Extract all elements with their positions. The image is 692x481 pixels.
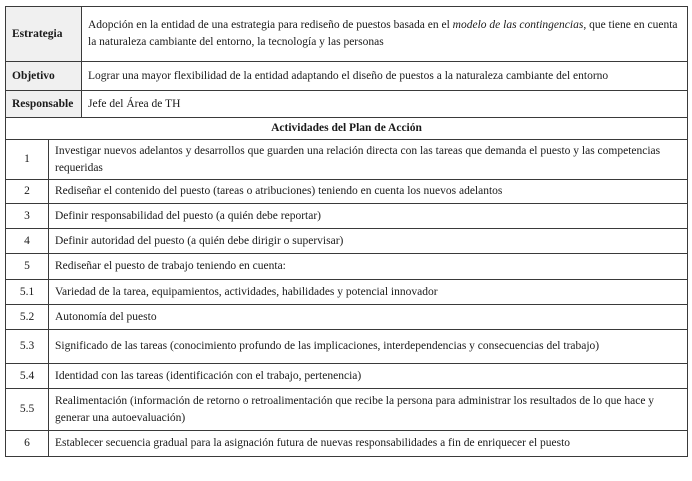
responsible-label: Responsable [6,91,82,118]
activity-text: Identidad con las tareas (identificación con el trabajo, pertenencia) [49,364,688,389]
table-row [6,364,688,389]
activity-number: 5.2 [6,305,49,330]
activities-title: Actividades del Plan de Acción [6,118,688,140]
activity-number: 2 [6,180,49,204]
table-row [6,140,688,180]
table-row [6,229,688,254]
activity-number: 5 [6,254,49,280]
activity-text: Realimentación (información de retorno o retroalimentación que recibe la persona para administrar los resultados de lo que hace y generar una autoevaluación) [49,389,688,431]
table-row [6,305,688,330]
activity-text: Autonomía del puesto [49,305,688,330]
activity-text: Establecer secuencia gradual para la asignación futura de nuevas responsabilidades a fin de enriquecer el puesto [49,431,688,457]
responsible-row [6,91,688,118]
strategy-text-part1: Adopción en la entidad de una estrategia para rediseño de puestos basada en el [88,19,453,31]
activity-text: Rediseñar el contenido del puesto (tareas o atribuciones) teniendo en cuenta los nuevos adelantos [49,180,688,204]
responsible-text: Jefe del Área de TH [82,91,688,118]
strategy-row [6,7,688,62]
activity-number: 5.5 [6,389,49,431]
table-row [6,204,688,229]
activity-text: Definir responsabilidad del puesto (a quién debe reportar) [49,204,688,229]
action-plan-table [5,6,688,457]
activity-text: Rediseñar el puesto de trabajo teniendo en cuenta: [49,254,688,280]
strategy-label: Estrategia [6,7,82,62]
activity-text: Significado de las tareas (conocimiento profundo de las implicaciones, interdependencias y consecuencias del trabajo) [49,330,688,364]
table-row [6,280,688,305]
activity-text: Variedad de la tarea, equipamientos, actividades, habilidades y potencial innovador [49,280,688,305]
activity-number: 1 [6,140,49,180]
strategy-text-part2: , que tiene en cuenta la naturaleza cambiante del entorno, la tecnología y las personas [88,19,678,48]
table-row [6,389,688,431]
activity-number: 3 [6,204,49,229]
activity-number: 5.1 [6,280,49,305]
activity-number: 5.3 [6,330,49,364]
objective-label: Objetivo [6,62,82,91]
table-row [6,431,688,457]
activity-text: Definir autoridad del puesto (a quién debe dirigir o supervisar) [49,229,688,254]
activity-number: 5.4 [6,364,49,389]
activity-number: 4 [6,229,49,254]
table-row [6,180,688,204]
objective-row [6,62,688,91]
activity-text: Investigar nuevos adelantos y desarrollos que guarden una relación directa con las tareas que demanda el puesto y las competencias requeridas [49,140,688,180]
objective-text: Lograr una mayor flexibilidad de la entidad adaptando el diseño de puestos a la naturaleza cambiante del entorno [82,62,688,91]
strategy-text-italic: modelo de las contingencias [452,19,584,31]
strategy-text [82,7,688,62]
table-row [6,254,688,280]
activity-number: 6 [6,431,49,457]
activities-header-row [6,118,688,140]
table-row [6,330,688,364]
